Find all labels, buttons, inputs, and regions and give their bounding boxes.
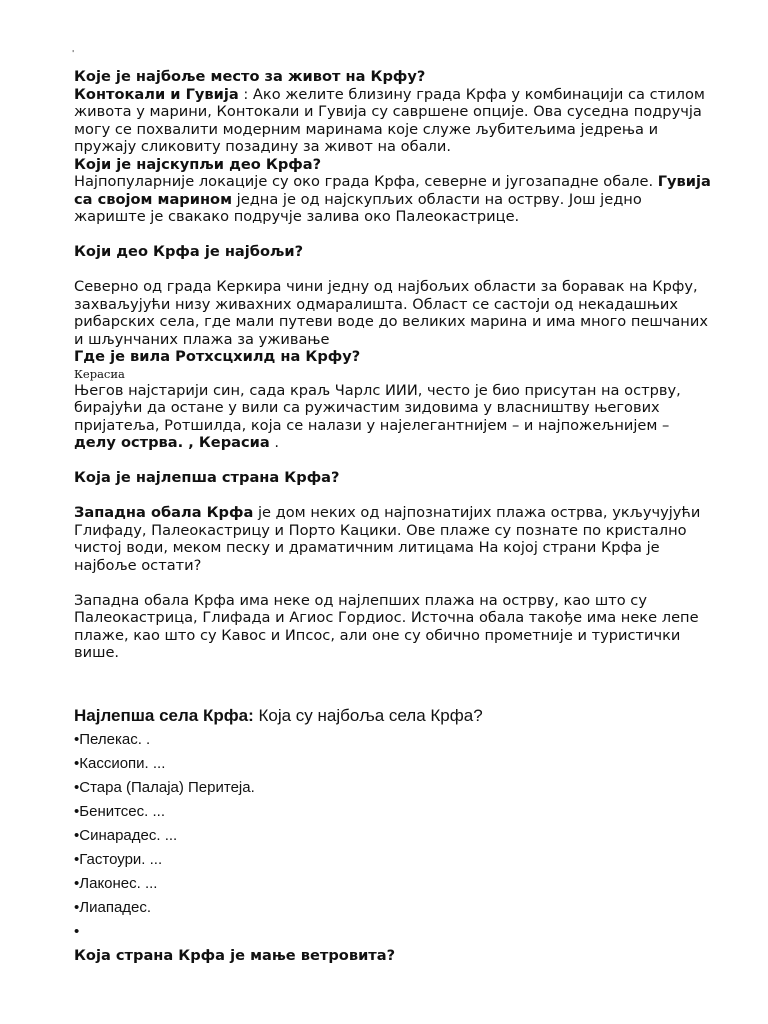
bold-phrase: Западна обала Крфа bbox=[74, 504, 254, 521]
bold-phrase: Контокали и Гувија bbox=[74, 85, 239, 103]
villages-heading bbox=[74, 705, 714, 727]
answer-paragraph bbox=[74, 504, 714, 574]
paragraph-text: Најпопуларније локације су око града Крфа, северне и југозападне обале. bbox=[74, 173, 658, 190]
villages-heading-text: Која су најбоља села Крфа? bbox=[253, 705, 483, 725]
list-item: •Пелекас. . bbox=[74, 730, 151, 748]
bold-phrase: Гувија са својом марином bbox=[74, 173, 711, 208]
page-mark: ' bbox=[72, 49, 75, 58]
list-item: • bbox=[74, 922, 80, 940]
short-answer: Керасиа bbox=[74, 366, 125, 381]
list-item: •Лиападес. bbox=[74, 898, 152, 916]
villages-list bbox=[74, 731, 714, 947]
bold-phrase: делу острва. , Керасиа bbox=[74, 434, 270, 451]
answer-paragraph bbox=[74, 382, 714, 452]
list-item: •Гастоури. ... bbox=[74, 850, 163, 868]
question-heading: Која страна Крфа је мање ветровита? bbox=[74, 946, 396, 964]
question-heading: Који део Крфа је најбољи? bbox=[74, 243, 304, 260]
paragraph-text: . bbox=[269, 434, 280, 451]
paragraph-text: једна је од најскупљих области на острву. Још једно жариште је свакако подручје залива око Палеокастрице. bbox=[74, 190, 642, 225]
villages-heading-bold: Најлепша села Крфа: bbox=[74, 705, 254, 725]
list-item: •Лаконес. ... bbox=[74, 874, 158, 892]
answer-paragraph: Западна обала Крфа има неке од најлепших плажа на острву, као што су Палеокастрица, Глифада и Агиос Гордиос. Источна обала такође има неке лепе плаже, као што су Кавос и Ипсос, али оне су обично прометније и туристички више. bbox=[74, 591, 699, 661]
answer-paragraph bbox=[74, 173, 714, 226]
paragraph-text: је дом неких од најпознатијих плажа острва, укључујући Глифаду, Палеокастрицу и Порто Кацики. Ове плаже су познате по кристално чистој води, меком песку и драматичним литицама На којој страни Крфа је најбоље остати? bbox=[74, 504, 701, 574]
list-item: •Бенитсес. ... bbox=[74, 802, 165, 820]
list-item: •Стара (Палаја) Перитеја. bbox=[74, 778, 255, 796]
paragraph-text: Његов најстарији син, сада краљ Чарлс ИИИ, често је био присутан на острву, бирајући да остане у вили са ружичастим зидовима у власништву његових пријатеља, Ротшилда, која се налази у најелегантнијем – и најпожељнијем – bbox=[74, 381, 681, 434]
list-item: •Кассиопи. ... bbox=[74, 754, 166, 772]
answer-paragraph bbox=[74, 86, 714, 156]
question-heading: Који је најскупљи део Крфа? bbox=[74, 155, 322, 173]
paragraph-text: : Ако желите близину града Крфа у комбинацији са стилом живота у марини, Контокали и Гувија су савршене опције. Ова суседна подручја могу се похвалити модерним маринама које служе љубитељима једрења и пружају сликовиту позадину за живот на обали. bbox=[74, 85, 705, 155]
list-item: •Синарадес. ... bbox=[74, 826, 178, 844]
question-heading: Где је вила Ротхсцхилд на Крфу? bbox=[74, 348, 361, 365]
question-heading: Које је најбоље место за живот на Крфу? bbox=[74, 68, 426, 85]
document-body bbox=[74, 68, 714, 964]
question-heading: Која је најлепша страна Крфа? bbox=[74, 469, 340, 486]
answer-paragraph: Северно од града Керкира чини једну од најбољих области за боравак на Крфу, захваљујући низу живахних одмаралишта. Област се састоји од некадашњих рибарских села, где мали путеви воде до великих марина и има много пешчаних и шљунчаних плажа за уживање bbox=[74, 278, 708, 348]
